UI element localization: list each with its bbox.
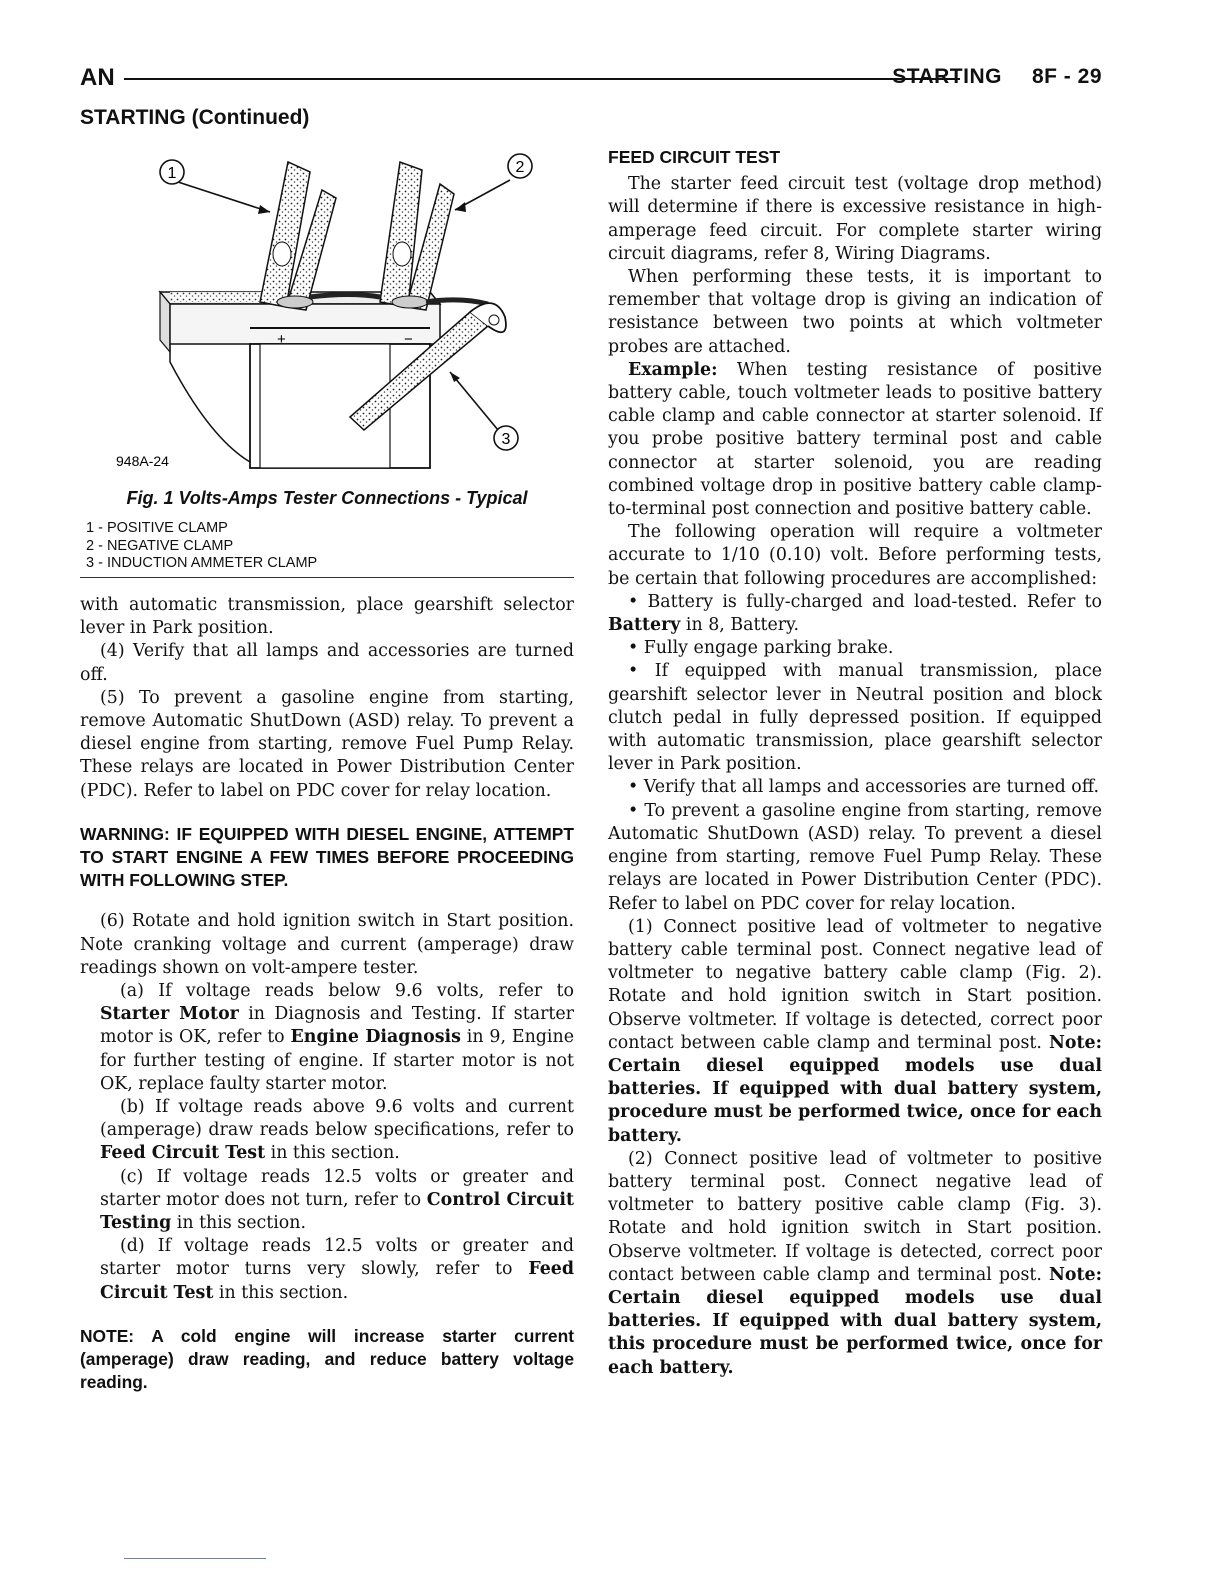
paragraph: The starter feed circuit test (voltage drop method) will determine if there is excessive resistance in high-amperage feed circuit. For complete starter wiring circuit diagrams, refer 8, Wiring Diagrams. bbox=[608, 174, 1102, 264]
step-d: (d) If voltage reads 12.5 volts or greater and starter motor turns very slowly, refer to Feed Circuit Test in this section. bbox=[100, 1236, 574, 1303]
figure-legend bbox=[86, 520, 317, 573]
right-column bbox=[608, 146, 1102, 1380]
legend-item: 3 - INDUCTION AMMETER CLAMP bbox=[86, 555, 318, 571]
terminal-minus: − bbox=[404, 331, 413, 348]
legend-divider bbox=[80, 577, 574, 578]
subsection-heading: FEED CIRCUIT TEST bbox=[608, 147, 781, 167]
step-1: (1) Connect positive lead of voltmeter to negative battery cable terminal post. Connect negative lead of voltmeter to negative battery cable clamp (Fig. 2). Rotate and hold ignition switch in Start position. Observe voltmeter. If voltage is detected, correct poor contact between cable clamp and terminal post. Note: Certain diesel equipped models use dual batteries. If equipped with dual battery system, procedure must be performed twice, once for each battery. bbox=[608, 916, 1102, 1146]
callout-2: 2 bbox=[515, 159, 525, 176]
step-c: (c) If voltage reads 12.5 volts or greater and starter motor does not turn, refer to Control Circuit Testing in this section. bbox=[100, 1166, 574, 1234]
paragraph: When performing these tests, it is important to remember that voltage drop is giving an indication of resistance between two points at which voltmeter probes are attached. bbox=[608, 267, 1102, 357]
bullet-item: • Battery is fully-charged and load-tested. Refer to Battery in 8, Battery. bbox=[608, 591, 1102, 636]
header-rule bbox=[124, 78, 960, 80]
note-text: NOTE: A cold engine will increase starter current (amperage) draw reading, and reduce battery voltage reading. bbox=[80, 1325, 574, 1393]
warning-text: WARNING: IF EQUIPPED WITH DIESEL ENGINE, ATTEMPT TO START ENGINE A FEW TIMES BEFORE PROCEEDING WITH FOLLOWING STEP. bbox=[80, 823, 574, 891]
positive-clamp-icon bbox=[260, 162, 336, 310]
legend-item: 1 - POSITIVE CLAMP bbox=[86, 520, 228, 536]
paragraph: The following operation will require a voltmeter accurate to 1/10 (0.10) volt. Before performing tests, be certain that following procedures are accomplished: bbox=[608, 522, 1102, 589]
figure-caption: Fig. 1 Volts-Amps Tester Connections - Typical bbox=[126, 488, 528, 508]
bullet-item: • Fully engage parking brake. bbox=[628, 638, 894, 659]
bullet-item: • Verify that all lamps and accessories are turned off. bbox=[628, 777, 1099, 798]
callout-1: 1 bbox=[167, 165, 177, 182]
bullet-item: • If equipped with manual transmission, place gearshift selector lever in Neutral position and block clutch pedal in fully depressed position. If equipped with automatic transmission, place gearshift selector lever in Park position. bbox=[608, 661, 1102, 775]
battery-clamp-illustration bbox=[110, 142, 550, 482]
section-title: STARTING (Continued) bbox=[80, 106, 310, 129]
page-header bbox=[80, 64, 1102, 96]
step-a: (a) If voltage reads below 9.6 volts, refer to Starter Motor in Diagnosis and Testing. If starter motor is OK, refer to Engine Diagnosis in 9, Engine for further testing of engine. If starter motor is not OK, replace faulty starter motor. bbox=[100, 981, 574, 1094]
negative-clamp-icon bbox=[380, 162, 454, 310]
step-2: (2) Connect positive lead of voltmeter to positive battery terminal post. Connect negative lead of voltmeter to battery positive cable clamp (Fig. 3). Rotate and hold ignition switch in Start position. Observe voltmeter. If voltage is detected, correct poor contact between cable clamp and terminal post. Note: Certain diesel equipped models use dual batteries. If equipped with dual battery system, this procedure must be performed twice, once for each battery. bbox=[608, 1148, 1102, 1378]
terminal-plus: + bbox=[277, 331, 286, 348]
step-b: (b) If voltage reads above 9.6 volts and current (amperage) draw reads below specifications, refer to Feed Circuit Test in this section. bbox=[100, 1097, 574, 1164]
bullet-item: • To prevent a gasoline engine from starting, remove Automatic ShutDown (ASD) relay. To prevent a diesel engine from starting, remove Fuel Pump Relay. These relays are located in Power Distribution Center (PDC). Refer to label on PDC cover for relay location. bbox=[608, 800, 1102, 914]
footer-line bbox=[124, 1558, 266, 1559]
paragraph: (4) Verify that all lamps and accessories are turned off. bbox=[80, 641, 574, 685]
paragraph: (6) Rotate and hold ignition switch in Start position. Note cranking voltage and current (amperage) draw readings shown on volt-ampere tester. bbox=[80, 911, 574, 978]
paragraph: (5) To prevent a gasoline engine from starting, remove Automatic ShutDown (ASD) relay. To prevent a diesel engine from starting, remove Fuel Pump Relay. These relays are located in Power Distribution Center (PDC). Refer to label on PDC cover for relay location. bbox=[80, 687, 574, 801]
page-number: 8F - 29 bbox=[1031, 65, 1102, 88]
figure-volts-amps-tester bbox=[110, 142, 550, 482]
header-right bbox=[892, 65, 1102, 89]
figure-code: 948A-24 bbox=[116, 453, 169, 469]
paragraph: with automatic transmission, place gearshift selector lever in Park position. bbox=[80, 595, 574, 639]
left-column bbox=[80, 594, 574, 1395]
example-paragraph: Example: When testing resistance of positive battery cable, touch voltmeter leads to positive battery cable clamp and cable connector at starter solenoid. If you probe positive battery terminal post and cable connector at starter solenoid, you are reading combined voltage drop in positive battery cable clamp-to-terminal post connection and positive battery cable. bbox=[608, 359, 1102, 520]
header-section: STARTING bbox=[892, 65, 1002, 88]
callout-3: 3 bbox=[501, 431, 511, 448]
legend-item: 2 - NEGATIVE CLAMP bbox=[86, 537, 234, 554]
header-manual-code: AN bbox=[80, 64, 115, 91]
